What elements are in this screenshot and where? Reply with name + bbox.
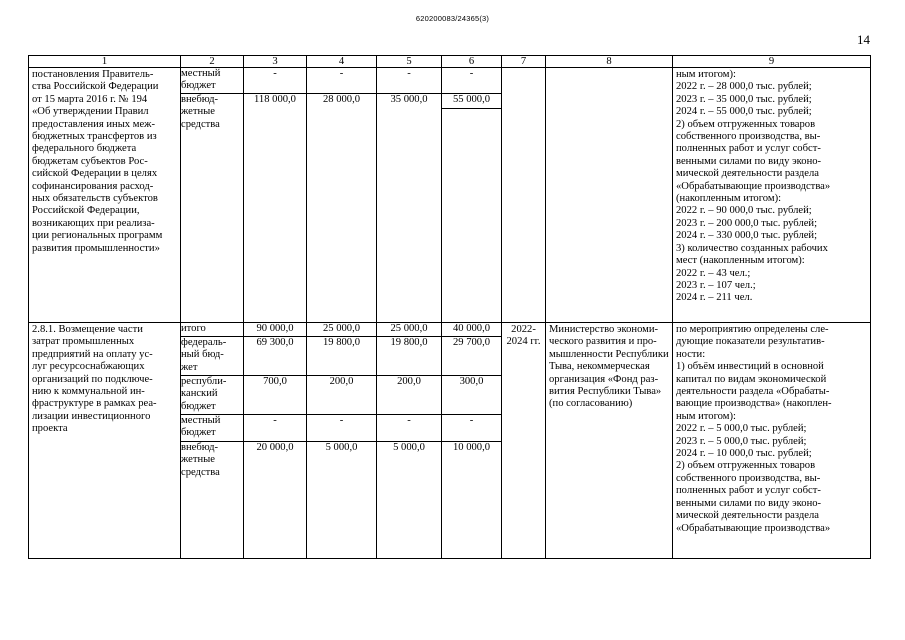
amount-2022-cell (307, 323, 377, 559)
column-number-header-row (29, 56, 871, 68)
funding-source-label: внебюд- жетные средства (181, 441, 244, 479)
column-number-header: 6 (442, 56, 502, 68)
amount-2024-cell (442, 323, 502, 559)
amount-2023-cell (377, 323, 442, 559)
amount-value: 200,0 (377, 375, 442, 414)
executor-cell (546, 68, 673, 323)
column-number-header: 7 (502, 56, 546, 68)
amount-value: - (339, 68, 344, 79)
funding-source-label: республи- канский бюджет (181, 375, 244, 414)
period-cell: 2022- 2024 гг. (502, 323, 546, 559)
amount-value: 25 000,0 (322, 323, 361, 334)
measure-description: 2.8.1. Возмещение части затрат промышленных предприятий на оплату ус- луг ресурсоснабжающих организаций по подключе- нию к коммунальной ин- фраструктуре в рамках реа- лизации инвестиционного проекта (29, 323, 181, 559)
amount-value: 300,0 (442, 375, 502, 414)
funding-source-label: местный бюджет (181, 68, 221, 92)
amount-value: 25 000,0 (390, 323, 428, 334)
executor-cell: Министерство экономи- ческого развития и про- мышленности Республики Тыва, некоммерческая организация «Фонд раз- вития Республики Тыва» (по согласованию) (546, 323, 673, 559)
funding-source-label: итого (181, 323, 206, 334)
amount-value: 200,0 (307, 375, 377, 414)
amount-2023-cell (377, 68, 442, 323)
amount-total-cell (244, 323, 307, 559)
funding-source-label: местный бюджет (181, 414, 244, 441)
column-number-header: 1 (29, 56, 181, 68)
amount-value: - (442, 414, 502, 441)
period-cell (502, 68, 546, 323)
column-number-header: 2 (181, 56, 244, 68)
amount-value: 55 000,0 (442, 93, 502, 109)
amount-value: - (377, 414, 442, 441)
amount-value: - (407, 68, 411, 79)
column-number-header: 9 (673, 56, 871, 68)
table-row (29, 68, 871, 323)
page-number: 14 (857, 32, 870, 47)
program-table (28, 55, 871, 559)
amount-value: 10 000,0 (442, 441, 502, 454)
indicators-cell: по мероприятию определены сле- дующие показатели результатив- ности: 1) объём инвестиций в основной капитал по видам экономической деятельности раздела «Обрабаты- вающие производства» (накоплен- ным итогом): 2022 г. – 5 000,0 тыс. рублей; 2023 г. – 5 000,0 тыс. рублей; 2024 г. – 10 000,0 тыс. рублей; 2) объем отгруженных товаров собственного производства, вы- полненных работ и услуг собст- венными силами по виду эконо- мической деятельности раздела «Обрабатывающие производства» (673, 323, 871, 559)
column-number-header: 3 (244, 56, 307, 68)
amount-value: 5 000,0 (377, 441, 442, 454)
amount-value: 29 700,0 (442, 336, 502, 375)
amount-value: - (244, 414, 307, 441)
amount-value: 69 300,0 (244, 336, 307, 375)
amount-value: 700,0 (244, 375, 307, 414)
funding-source-cell (181, 323, 244, 559)
measure-description: постановления Правитель- ства Российской Федерации от 15 марта 2016 г. № 194 «Об утверждении Правил предоставления иных меж- бюджетных трансфертов из федерального бюджета бюджетам субъектов Рос- сийской Федерации в целях софинансирования расход- ных обязательств субъектов Российской Федерации, возникающих при реализа- ции региональных программ развития промышленности» (29, 68, 181, 323)
amount-value: 35 000,0 (377, 93, 442, 106)
amount-value: 28 000,0 (307, 93, 377, 106)
amount-value: 19 800,0 (377, 336, 442, 375)
amount-value: 118 000,0 (244, 93, 307, 106)
amount-value: 20 000,0 (244, 441, 307, 454)
amount-value: - (307, 414, 377, 441)
amount-value: 90 000,0 (256, 323, 294, 334)
amount-value: 19 800,0 (307, 336, 377, 375)
document-code: 620200083/24365(3) (415, 14, 490, 23)
funding-source-cell (181, 68, 244, 323)
amount-value: - (469, 68, 474, 79)
table-row (29, 323, 871, 559)
column-number-header: 5 (377, 56, 442, 68)
funding-source-label: внебюд- жетные средства (181, 93, 244, 131)
indicators-cell: ным итогом): 2022 г. – 28 000,0 тыс. рублей; 2023 г. – 35 000,0 тыс. рублей; 2024 г. – 55 000,0 тыс. рублей; 2) объем отгруженных товаров собственного производства, вы- полненных работ и услуг собст- венными силами по виду эконо- мической деятельности раздела «Обрабатывающие производства» (накопленным итогом): 2022 г. – 90 000,0 тыс. рублей; 2023 г. – 200 000,0 тыс. рублей; 2024 г. – 330 000,0 тыс. рублей; 3) количество созданных рабочих мест (накопленным итогом): 2022 г. – 43 чел.; 2023 г. – 107 чел.; 2024 г. – 211 чел. (673, 68, 871, 323)
column-number-header: 4 (307, 56, 377, 68)
amount-value: 40 000,0 (452, 323, 491, 334)
amount-2024-cell (442, 68, 502, 323)
funding-source-label: федераль- ный бюд- жет (181, 336, 244, 375)
amount-value: 5 000,0 (307, 441, 377, 454)
column-number-header: 8 (546, 56, 673, 68)
amount-value: - (273, 68, 277, 79)
amount-total-cell (244, 68, 307, 323)
amount-2022-cell (307, 68, 377, 323)
